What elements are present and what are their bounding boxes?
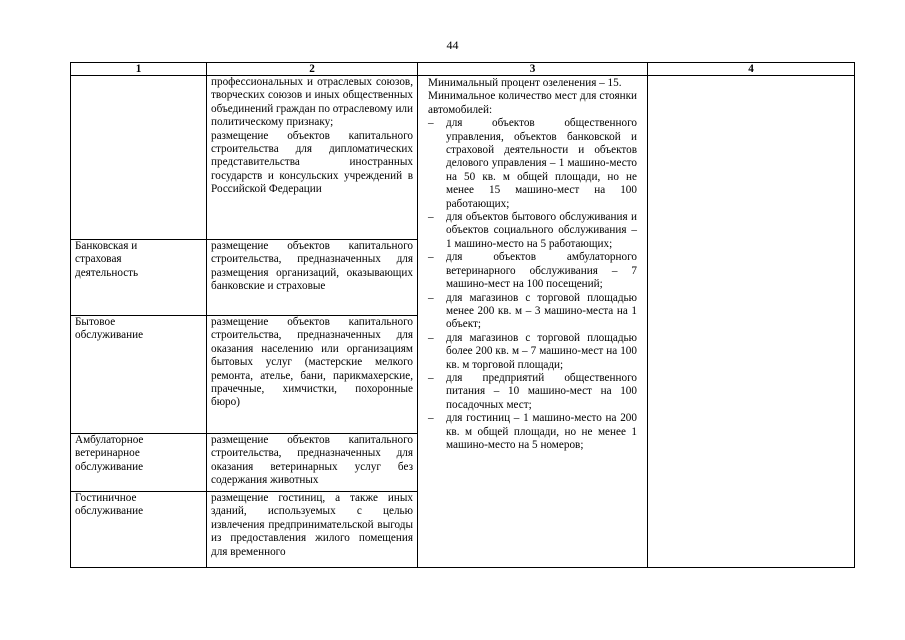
parking-intro-text: Минимальное количество мест для стоянки автомобилей: (428, 90, 637, 116)
description-text: размещение объектов капитального строительства, предназначенных для оказания ветеринарных услуг без содержания животных (211, 434, 413, 487)
use-name: Амбулаторное ветеринарное обслуживание (75, 434, 144, 473)
list-item: – для магазинов с торговой площадью менее 200 кв. м – 3 машино-места на 1 объект; (428, 292, 637, 332)
list-item: – для гостиниц – 1 машино-место на 200 кв. м общей площади, но не менее 1 машино-место на 5 номеров; (428, 412, 637, 452)
use-name-cell (71, 434, 207, 492)
parking-list (428, 117, 637, 452)
description-cell (207, 240, 418, 316)
list-item: – для объектов амбулаторного ветеринарного обслуживания – 7 машино-мест на 100 посещений; (428, 251, 637, 291)
list-item: – для объектов бытового обслуживания и объектов социального обслуживания – 1 машино-место на 5 работающих; (428, 211, 637, 251)
parameters-cell (418, 76, 648, 568)
description-cell (207, 316, 418, 434)
description-text: профессиональных и отраслевых союзов, творческих союзов и иных общественных объединений граждан по отраслевому или политическому признаку; (211, 76, 413, 129)
description-cell (207, 76, 418, 240)
table-header-row (71, 63, 855, 76)
use-name-cell (71, 492, 207, 568)
description-cell (207, 434, 418, 492)
table-row (71, 76, 855, 240)
use-name: Гостиничное обслуживание (75, 492, 144, 518)
description-text: размещение объектов капитального строительства для дипломатических представительства иностранных государств и консульских учреждений в Российской Федерации (211, 129, 413, 196)
header-col-3: 3 (418, 63, 648, 76)
list-item: – для предприятий общественного питания – 10 машино-мест на 100 посадочных мест; (428, 372, 637, 412)
list-item: – для объектов общественного управления, объектов банковской и страховой деятельности и объектов делового управления – 1 машино-место на 50 кв. м общей площади, но не менее 15 машино-мест на 100 работающих; (428, 117, 637, 211)
use-name-cell (71, 76, 207, 240)
header-col-4: 4 (648, 63, 855, 76)
description-text: размещение гостиниц, а также иных зданий, используемых с целью извлечения предпринимательской выгоды из предоставления жилого помещения для временного (211, 492, 413, 558)
use-name-cell (71, 240, 207, 316)
use-name: Бытовое обслуживание (75, 316, 144, 342)
notes-cell (648, 76, 855, 568)
greening-percent-text: Минимальный процент озеленения – 15. (428, 77, 622, 89)
description-text: размещение объектов капитального строительства, предназначенных для размещения организаций, оказывающих банковские и страховые (211, 240, 413, 293)
use-name-cell (71, 316, 207, 434)
list-item: – для магазинов с торговой площадью более 200 кв. м – 7 машино-мест на 100 кв. м торговой площади; (428, 332, 637, 372)
header-col-2: 2 (207, 63, 418, 76)
page-number: 44 (446, 38, 459, 52)
description-text: размещение объектов капитального строительства, предназначенных для оказания населению или организациям бытовых услуг (мастерские мелкого ремонта, ателье, бани, парикмахерские, прачечные, химчистки, похоронные бюро) (211, 316, 413, 409)
description-cell (207, 492, 418, 568)
use-name: Банковская и страховая деятельность (75, 240, 139, 279)
regulations-table (70, 62, 855, 568)
header-col-1: 1 (71, 63, 207, 76)
